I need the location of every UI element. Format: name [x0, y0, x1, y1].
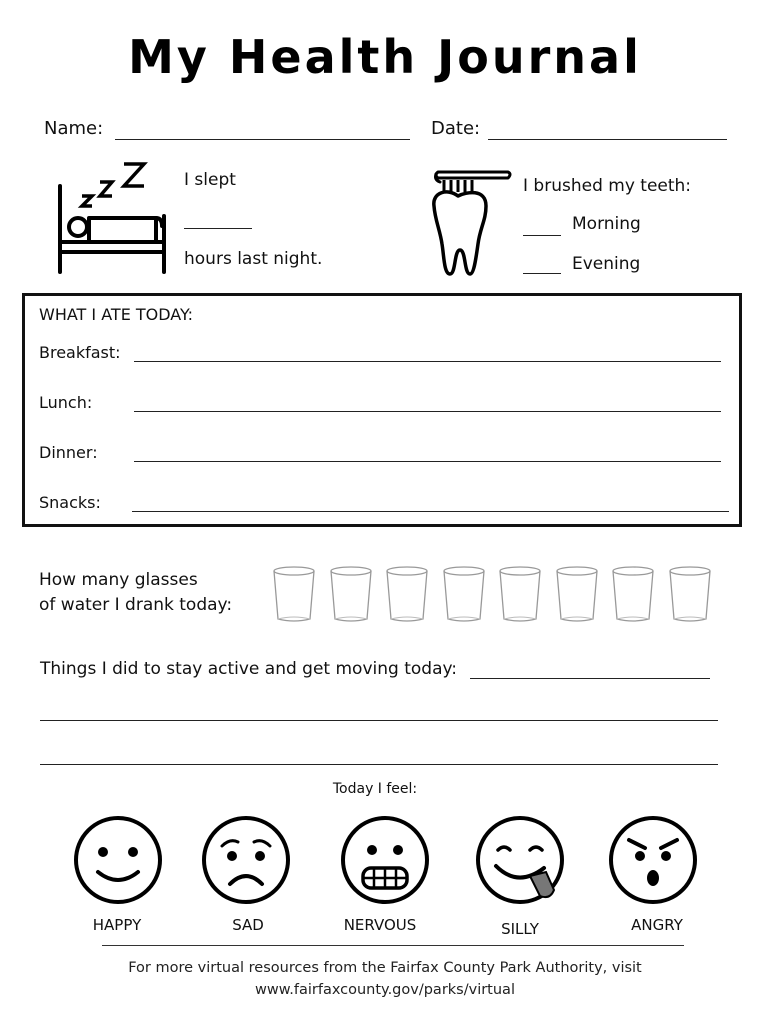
name-label: Name: [44, 118, 104, 139]
meal-label-snacks: Snacks: [39, 493, 101, 512]
water-glass-icon[interactable] [329, 565, 373, 623]
feeling-label-sad: SAD [232, 916, 264, 934]
page-title: My Health Journal [128, 30, 642, 84]
hours-label: hours last night. [184, 249, 323, 269]
hours-slept-field[interactable] [184, 228, 252, 229]
footer-text-line1: For more virtual resources from the Fairfax County Park Authority, visit [128, 960, 642, 976]
date-label: Date: [431, 118, 481, 139]
active-field-line3[interactable] [40, 764, 718, 765]
name-field[interactable] [115, 139, 410, 140]
meal-label-lunch: Lunch: [39, 393, 93, 412]
morning-check-field[interactable] [523, 235, 561, 236]
meals-heading: WHAT I ATE TODAY: [39, 305, 194, 324]
active-field-line1[interactable] [470, 678, 710, 679]
date-field[interactable] [488, 139, 727, 140]
dinner-field[interactable] [134, 461, 721, 462]
feelings-heading: Today I feel: [332, 781, 418, 797]
footer-divider [102, 945, 684, 946]
feeling-label-nervous: NERVOUS [343, 916, 417, 934]
water-glass-icon[interactable] [668, 565, 712, 623]
nervous-face-icon[interactable] [339, 814, 431, 906]
active-label: Things I did to stay active and get moving today: [40, 659, 458, 679]
footer-link[interactable]: www.fairfaxcounty.gov/parks/virtual [255, 982, 515, 998]
brushed-teeth-label: I brushed my teeth: [523, 176, 692, 196]
water-glass-icon[interactable] [442, 565, 486, 623]
silly-face-icon[interactable] [474, 814, 566, 906]
sad-face-icon[interactable] [200, 814, 292, 906]
evening-check-field[interactable] [523, 273, 561, 274]
feeling-label-happy: HAPPY [92, 916, 142, 934]
meal-label-breakfast: Breakfast: [39, 343, 121, 362]
angry-face-icon[interactable] [607, 814, 699, 906]
water-glass-icon[interactable] [272, 565, 316, 623]
lunch-field[interactable] [134, 411, 721, 412]
meal-label-dinner: Dinner: [39, 443, 98, 462]
active-field-line2[interactable] [40, 720, 718, 721]
water-label-line2: of water I drank today: [39, 595, 233, 615]
morning-label: Morning [572, 214, 641, 234]
feeling-label-silly: SILLY [501, 920, 539, 938]
water-glass-icon[interactable] [498, 565, 542, 623]
happy-face-icon[interactable] [72, 814, 164, 906]
evening-label: Evening [572, 254, 641, 274]
snacks-field[interactable] [132, 511, 729, 512]
breakfast-field[interactable] [134, 361, 721, 362]
water-label-line1: How many glasses [39, 570, 198, 590]
feeling-label-angry: ANGRY [631, 916, 683, 934]
water-glass-icon[interactable] [611, 565, 655, 623]
meals-box [22, 293, 742, 527]
slept-label: I slept [184, 170, 236, 190]
tooth-toothbrush-icon [430, 166, 514, 280]
water-glass-icon[interactable] [555, 565, 599, 623]
water-glass-icon[interactable] [385, 565, 429, 623]
sleeping-bed-icon [52, 160, 170, 278]
